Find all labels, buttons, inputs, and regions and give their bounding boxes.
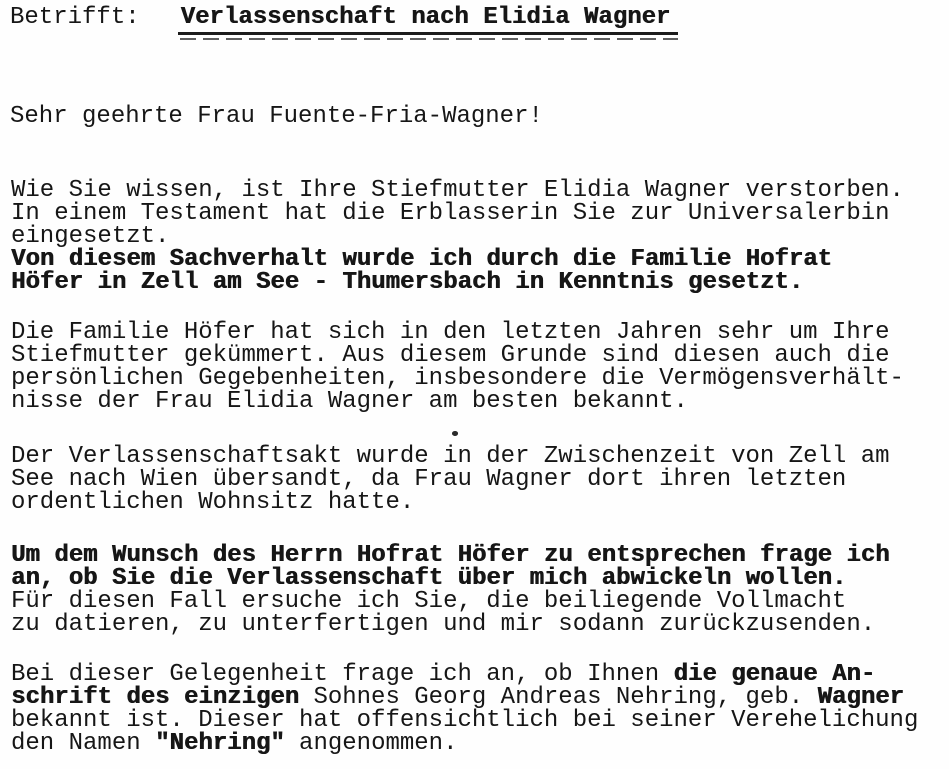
text-segment: ordentlichen Wohnsitz hatte. <box>11 489 415 516</box>
text-segment: persönlichen Gegebenheiten, insbesondere die Vermögensverhält- <box>11 365 904 392</box>
text-line <box>11 445 890 468</box>
text-line <box>11 344 904 367</box>
ink-dot-artifact <box>452 430 459 436</box>
text-segment: bekannt ist. Dieser hat offensichtlich bei seiner Verehelichung <box>11 707 919 734</box>
text-line <box>11 613 890 636</box>
bold-text-segment: schrift des einzigen <box>11 684 300 711</box>
text-segment: Sohnes Georg Andreas Nehring, geb. <box>299 684 818 711</box>
text-line <box>11 271 904 294</box>
text-line <box>11 732 918 755</box>
text-line <box>11 367 904 390</box>
text-segment: Für diesen Fall ersuche ich Sie, die beiliegende Vollmacht <box>11 588 847 615</box>
text-line <box>11 468 890 491</box>
text-segment: Der Verlassenschaftsakt wurde in der Zwischenzeit von Zell am <box>11 443 890 470</box>
text-segment: eingesetzt. <box>11 223 170 250</box>
text-segment: See nach Wien übersandt, da Frau Wagner dort ihren letzten <box>11 466 847 493</box>
bold-text-segment: Von diesem Sachverhalt wurde ich durch die Familie Hofrat <box>11 246 832 273</box>
text-line <box>11 248 904 271</box>
bold-text-segment: an, ob Sie die Verlassenschaft über mich abwickeln wollen. <box>11 565 847 592</box>
text-line <box>11 321 904 344</box>
text-segment: Wie Sie wissen, ist Ihre Stiefmutter Elidia Wagner verstorben. <box>11 177 904 204</box>
paragraph-familie-hoefer <box>11 321 904 413</box>
text-line <box>11 202 904 225</box>
text-line <box>11 544 890 567</box>
text-line <box>11 663 918 686</box>
subject-line <box>10 6 678 35</box>
paragraph-vollmacht <box>11 544 890 636</box>
bold-text-segment: die genaue An- <box>673 661 876 688</box>
text-segment: angenommen. <box>284 730 458 757</box>
text-line <box>11 590 890 613</box>
text-segment: Stiefmutter gekümmert. Aus diesem Grunde sind diesen auch die <box>11 342 890 369</box>
paragraph-anschrift-nehring <box>11 663 918 755</box>
bold-text-segment: Wagner <box>817 684 904 711</box>
text-line <box>11 709 918 732</box>
bold-text-segment: Um dem Wunsch des Herrn Hofrat Höfer zu entsprechen frage ich <box>11 542 890 569</box>
subject-label: Betrifft: <box>10 4 140 31</box>
bold-text-segment: "Nehring" <box>155 730 285 757</box>
text-line <box>11 225 904 248</box>
text-segment: Bei dieser Gelegenheit frage ich an, ob Ihnen <box>11 661 674 688</box>
paragraph-verlassenschaftsakt <box>11 445 890 514</box>
bold-text-segment: Höfer in Zell am See - Thumersbach in Kenntnis gesetzt. <box>11 269 804 296</box>
text-line <box>11 491 890 514</box>
subject-title: Verlassenschaft nach Elidia Wagner <box>178 6 679 35</box>
text-segment: In einem Testament hat die Erblasserin Sie zur Universalerbin <box>11 200 890 227</box>
text-line <box>11 686 918 709</box>
text-segment: nisse der Frau Elidia Wagner am besten bekannt. <box>11 388 688 415</box>
text-line <box>11 179 904 202</box>
text-segment: den Namen <box>11 730 156 757</box>
paragraph-testament <box>11 179 904 294</box>
text-segment: Die Familie Höfer hat sich in den letzten Jahren sehr um Ihre <box>11 319 890 346</box>
text-segment: zu datieren, zu unterfertigen und mir sodann zurückzusenden. <box>11 611 876 638</box>
text-line <box>11 390 904 413</box>
text-line <box>11 567 890 590</box>
greeting-line: Sehr geehrte Frau Fuente-Fria-Wagner! <box>10 103 543 130</box>
